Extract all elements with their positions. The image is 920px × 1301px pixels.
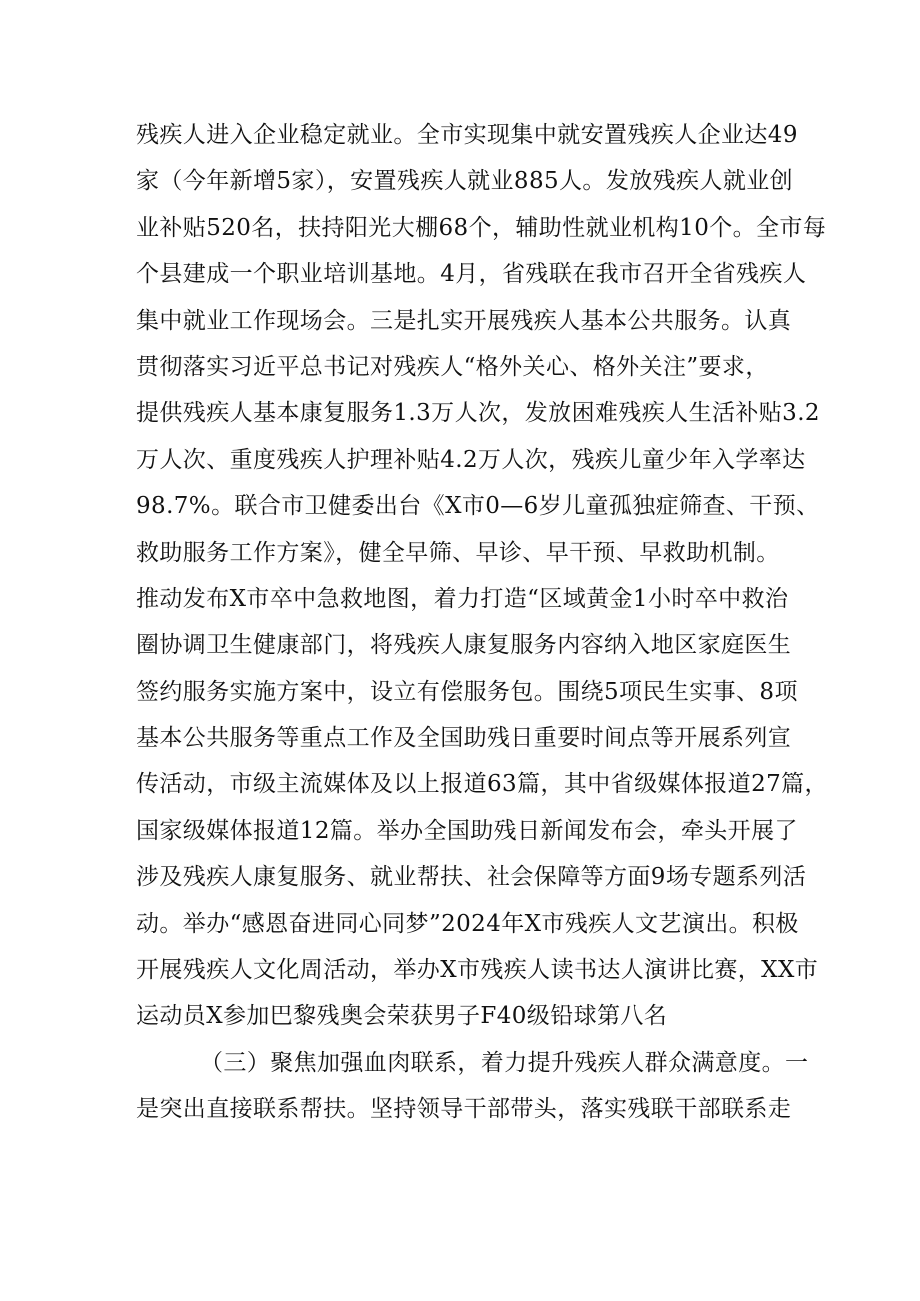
text-line: 开展残疾人文化周活动，举办X市残疾人读书达人演讲比赛，XX市 xyxy=(136,957,819,984)
text-line: 残疾人进入企业稳定就业。全市实现集中就安置残疾人企业达49 xyxy=(136,122,798,148)
text-line: 业补贴520名，扶持阳光大棚68个，辅助性就业机构10个。全市每 xyxy=(136,214,827,241)
paragraph-disability-services xyxy=(136,112,828,1040)
text-line: 传活动，市级主流媒体及以上报道63篇，其中省级媒体报道27篇， xyxy=(136,771,828,798)
text-line: 万人次、重度残疾人护理补贴4.2万人次，残疾儿童少年入学率达 xyxy=(136,446,806,473)
text-line: 动。举办“感恩奋进同心同梦”2024年X市残疾人文艺演出。积极 xyxy=(136,910,799,937)
text-line: 圈协调卫生健康部门，将残疾人康复服务内容纳入地区家庭医生 xyxy=(136,632,792,659)
text-line: 基本公共服务等重点工作及全国助残日重要时间点等开展系列宣 xyxy=(136,725,792,752)
text-line: 签约服务实施方案中，设立有偿服务包。围绕5项民生实事、8项 xyxy=(136,678,798,705)
text-line: 运动员X参加巴黎残奥会荣获男子F40级铅球第八名 xyxy=(136,1003,668,1030)
text-line: 贯彻落实习近平总书记对残疾人“格外关心、格外关注”要求， xyxy=(136,353,769,380)
text-line: 推动发布X市卒中急救地图，着力打造“区域黄金1小时卒中救治 xyxy=(136,585,789,612)
section-heading-line: （三）聚焦加强血肉联系，着力提升残疾人群众满意度。一 xyxy=(200,1049,809,1076)
paragraph-section-three xyxy=(136,1040,809,1133)
text-line: 涉及残疾人康复服务、就业帮扶、社会保障等方面9场专题系列活 xyxy=(136,864,807,891)
text-line: 家（今年新增5家），安置残疾人就业885人。发放残疾人就业创 xyxy=(136,168,794,195)
text-line: 个县建成一个职业培训基地。4月，省残联在我市召开全省残疾人 xyxy=(136,261,807,288)
text-line: 98.7%。联合市卫健委出台《X市0—6岁儿童孤独症筛查、干预、 xyxy=(136,493,820,520)
document-body xyxy=(136,112,828,1133)
text-line: 国家级媒体报道12篇。举办全国助残日新闻发布会，牵头开展了 xyxy=(136,817,798,844)
text-line: 集中就业工作现场会。三是扎实开展残疾人基本公共服务。认真 xyxy=(136,307,792,334)
text-line: 救助服务工作方案》，健全早筛、早诊、早干预、早救助机制。 xyxy=(136,539,780,566)
text-line: 是突出直接联系帮扶。坚持领导干部带头，落实残联干部联系走 xyxy=(136,1096,792,1123)
text-line: 提供残疾人基本康复服务1.3万人次，发放困难残疾人生活补贴3.2 xyxy=(136,400,820,427)
